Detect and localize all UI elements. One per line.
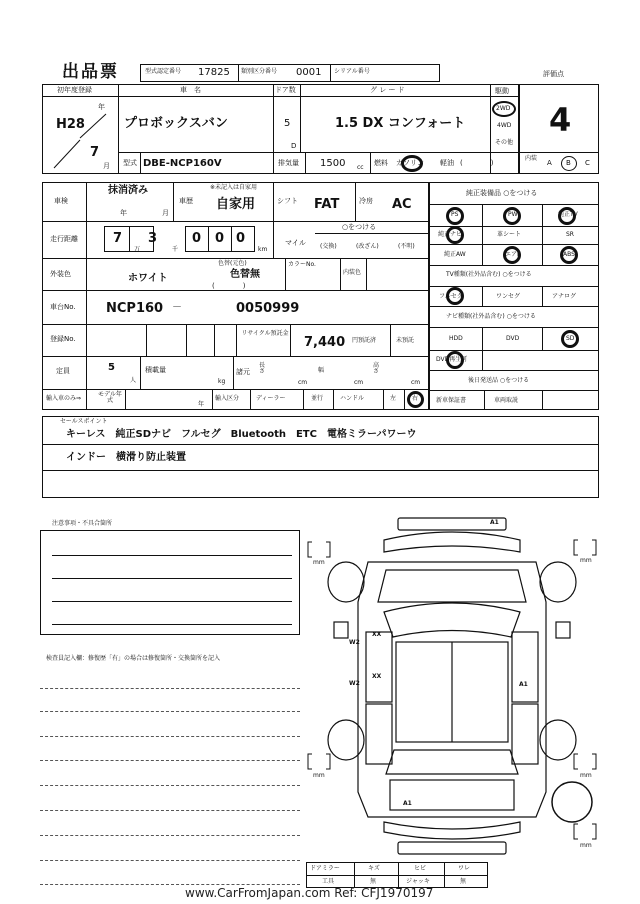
header-cert-box	[140, 64, 440, 82]
class-label: 類別区分番号	[241, 68, 278, 75]
mark-a1-rear: A1	[403, 800, 412, 807]
mark-w2-2: W2	[349, 680, 360, 687]
model-value: DBE-NCP160V	[143, 158, 222, 169]
mark-a1-right: A1	[519, 681, 528, 688]
form-title: 出品票	[62, 62, 119, 82]
score-label: 評価点	[543, 70, 564, 78]
ac-value: AC	[392, 197, 412, 212]
doors-value: 5	[284, 118, 291, 129]
watermark: www.CarFromJapan.com Ref: CFJ1970197	[185, 886, 434, 900]
score-value: 4	[549, 101, 572, 139]
abs-circle	[560, 246, 578, 264]
drive-2wd-circle	[492, 101, 516, 117]
serial-label: シリアル番号	[334, 68, 370, 75]
pw-circle	[503, 207, 521, 225]
grade-value: 1.5 DX コンフォート	[335, 116, 466, 131]
inspection-value: 抹消済み	[108, 185, 148, 196]
chassis-prefix: NCP160	[106, 301, 164, 316]
capacity-value: 5	[108, 362, 115, 373]
mileage-digit-3: 0	[192, 231, 202, 246]
slash-lines	[42, 96, 118, 174]
class-value: 0001	[296, 67, 322, 78]
chassis-number: 0050999	[236, 301, 300, 316]
mark-a1-front: A1	[490, 519, 499, 526]
interior-b-circle	[561, 156, 577, 171]
navi-circle	[446, 226, 464, 244]
color-value: ホワイト	[128, 273, 168, 284]
mileage-digit-4: 0	[215, 231, 225, 246]
sales-line-1: キーレス 純正SDナビ フルセグ Bluetooth ETC 電格ミラーパワーウ	[66, 429, 417, 440]
first-reg-month: 7	[90, 145, 100, 160]
caution-box	[40, 530, 300, 635]
fuel-value: ガソリン	[396, 159, 424, 167]
shift-value: FAT	[314, 197, 340, 212]
mark-xx-2: XX	[372, 673, 382, 680]
sales-line-2: インドー 横滑り防止装置	[66, 452, 186, 463]
car-name-value: プロボックスバン	[124, 116, 228, 131]
tv-circle	[558, 207, 576, 225]
fuel-circle	[401, 155, 423, 172]
history-value: 自家用	[216, 197, 256, 212]
ps-circle	[446, 207, 464, 225]
repaint-value: 色替無	[230, 269, 260, 280]
sd-circle	[561, 330, 579, 348]
grade-label: グ レ ー ド	[370, 86, 405, 94]
mileage-digit-1: 7	[113, 231, 123, 246]
car-name-label: 車 名	[180, 86, 201, 94]
handle-right-circle	[407, 391, 424, 408]
dvd-play-circle	[446, 351, 464, 369]
mileage-digit-2: 3	[148, 231, 158, 246]
mark-w2-1: W2	[349, 639, 360, 646]
first-reg-year: H28	[56, 117, 85, 132]
fullseg-circle	[446, 287, 464, 305]
displacement-value: 1500	[320, 158, 346, 169]
doors-label: ドア数	[275, 86, 296, 94]
car-diagram	[306, 512, 606, 872]
model-cert-label: 型式認定番号	[145, 68, 182, 75]
first-reg-label: 初年度登録	[57, 86, 92, 94]
model-cert-value: 17825	[198, 67, 230, 78]
recycle-value: 7,440	[304, 335, 346, 350]
mark-xx-1: XX	[372, 631, 382, 638]
airbag-circle	[503, 246, 521, 264]
mileage-digit-5: 0	[236, 231, 246, 246]
